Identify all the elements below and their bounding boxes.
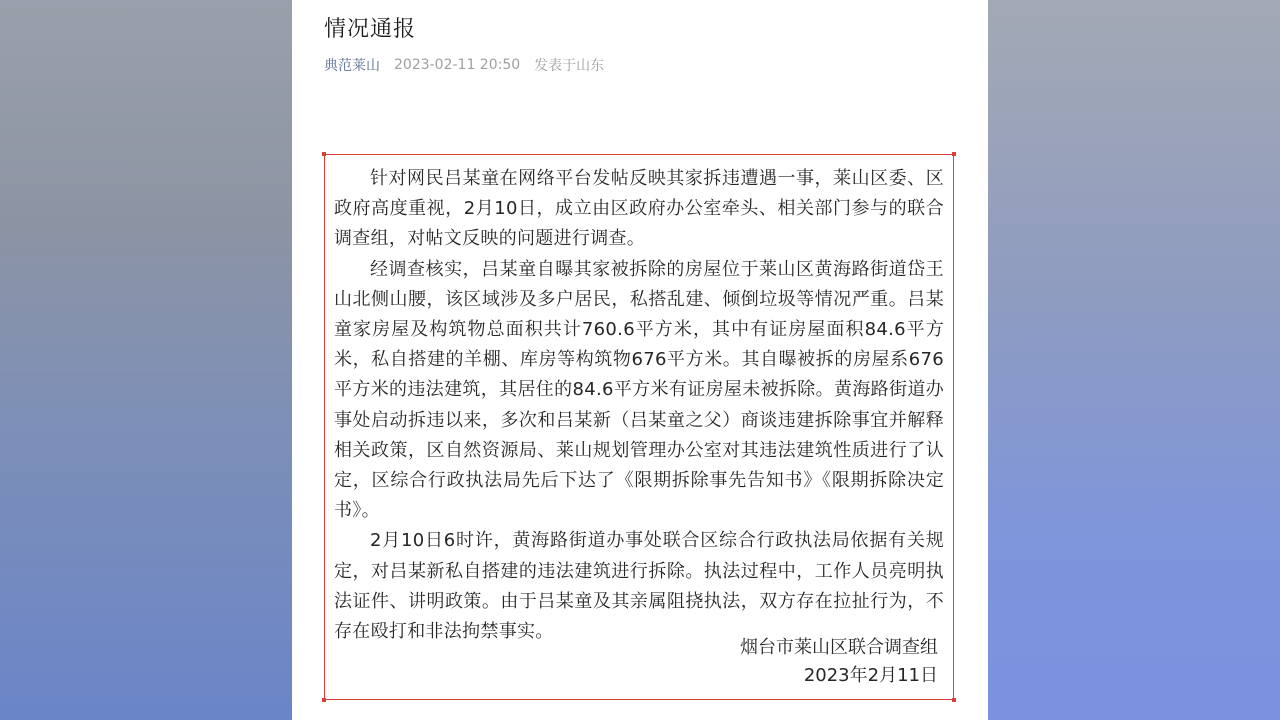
notice-paragraph: 经调查核实，吕某童自曝其家被拆除的房屋位于莱山区黄海路街道岱王山北侧山腰，该区域涉及多户居民，私搭乱建、倾倒垃圾等情况严重。吕某童家房屋及构筑物总面积共计760.6平方米，其中有证房屋面积84.6平方米，私自搭建的羊棚、库房等构筑物676平方米。其自曝被拆的房屋系676平方米的违法建筑，其居住的84.6平方米有证房屋未被拆除。黄海路街道办事处启动拆违以来，多次和吕某新（吕某童之父）商谈违建拆除事宜并解释相关政策，区自然资源局、莱山规划管理办公室对其违法建筑性质进行了认定，区综合行政执法局先后下达了《限期拆除事先告知书》《限期拆除决定书》。: [334, 258, 944, 522]
notice-paragraph: 针对网民吕某童在网络平台发帖反映其家拆违遭遇一事，莱山区委、区政府高度重视，2月10日，成立由区政府办公室牵头、相关部门参与的联合调查组，对帖文反映的问题进行调查。: [334, 168, 944, 250]
signature-org: 烟台市莱山区联合调查组: [740, 637, 938, 658]
author-link[interactable]: 典范莱山: [324, 58, 380, 74]
article-page: [292, 0, 988, 720]
article-title: 情况通报: [324, 17, 417, 42]
notice-body: [334, 164, 944, 647]
background-left: [0, 0, 292, 720]
publish-datetime: 2023-02-11 20:50: [394, 57, 521, 73]
frame-handle: [322, 698, 326, 702]
signature-date: 2023年2月11日: [803, 665, 938, 686]
notice-paragraph: 2月10日6时许，黄海路街道办事处联合区综合行政执法局依据有关规定，对吕某新私自搭建的违法建筑进行拆除。执法过程中，工作人员亮明执法证件、讲明政策。由于吕某童及其亲属阻挠执法，双方存在拉扯行为，不存在殴打和非法拘禁事实。: [334, 530, 944, 643]
background-right: [988, 0, 1280, 720]
notice-signature: [740, 634, 938, 690]
article-meta: [324, 55, 604, 75]
frame-handle: [952, 698, 956, 702]
publish-location: 发表于山东: [534, 58, 605, 74]
frame-handle: [322, 152, 326, 156]
frame-handle: [952, 152, 956, 156]
